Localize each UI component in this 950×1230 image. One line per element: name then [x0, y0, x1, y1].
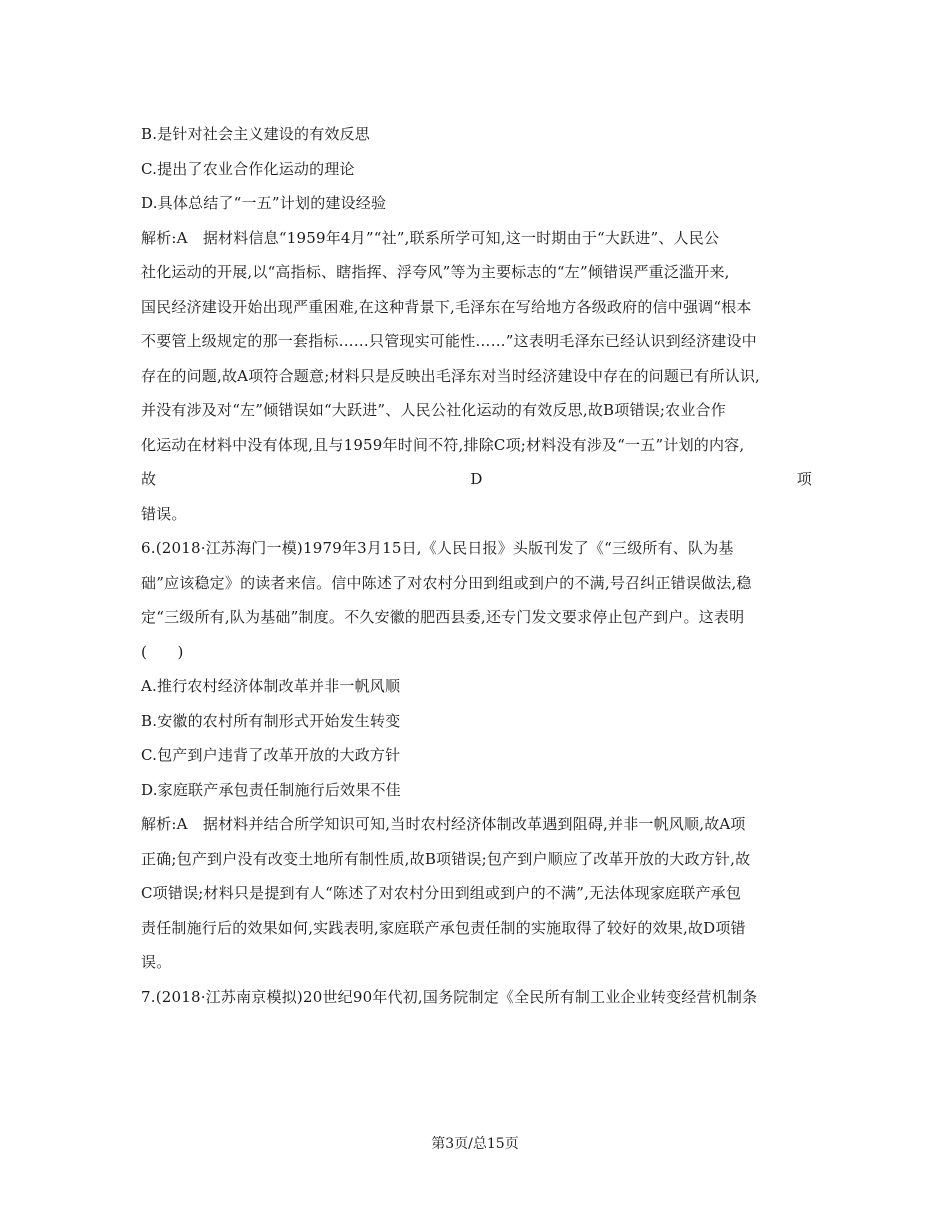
justified-word: 项 — [796, 470, 812, 488]
analysis-line: 解析:A 据材料信息“1959年4月”“社”,联系所学可知,这一时期由于“大跃进”、人民公 — [141, 228, 720, 247]
analysis-justified-line — [141, 462, 812, 497]
option-b: B.安徽的农村所有制形式开始发生转变 — [141, 711, 401, 730]
question-6-stem: 定“三级所有,队为基础”制度。不久安徽的肥西县委,还专门发文要求停止包产到户。这表明 — [141, 608, 745, 626]
justified-word: 故 — [141, 470, 157, 488]
page-number-footer: 第3页/总15页 — [431, 1136, 519, 1152]
analysis-line: 正确;包产到户没有改变土地所有制性质,故B项错误;包产到户顺应了改革开放的大政方针,故 — [141, 849, 751, 868]
analysis-line: 误。 — [141, 953, 172, 971]
question-6-stem: 础”应该稳定》的读者来信。信中陈述了对农村分田到组或到户的不满,号召纠正错误做法,稳 — [141, 573, 752, 592]
question-7-stem: 7.(2018·江苏南京模拟)20世纪90年代初,国务院制定《全民所有制工业企业转变经营机制条 — [141, 987, 758, 1006]
analysis-line: 社化运动的开展,以“高指标、瞎指挥、浮夸风”等为主要标志的“左”倾错误严重泛滥开来, — [141, 263, 730, 281]
option-d: D.具体总结了“一五”计划的建设经验 — [141, 194, 387, 212]
option-c: C.提出了农业合作化运动的理论 — [141, 159, 355, 178]
option-b: B.是针对社会主义建设的有效反思 — [141, 125, 370, 143]
question-6-stem: 6.(2018·江苏海门一模)1979年3月15日,《人民日报》头版刊发了《“三级所有、队为基 — [141, 539, 734, 557]
analysis-line: C项错误;材料只是提到有人“陈述了对农村分田到组或到户的不满”,无法体现家庭联产承包 — [141, 884, 742, 902]
analysis-line: 化运动在材料中没有体现,且与1959年时间不符,排除C项;材料没有涉及“一五”计划的内容, — [141, 435, 745, 454]
analysis-line: 解析:A 据材料并结合所学知识可知,当时农村经济体制改革遇到阻碍,并非一帆风顺,故A项 — [141, 815, 746, 833]
analysis-line: 责任制施行后的效果如何,实践表明,家庭联产承包责任制的实施取得了较好的效果,故D项错 — [141, 918, 746, 937]
analysis-line: 国民经济建设开始出现严重困难,在这种背景下,毛泽东在写给地方各级政府的信中强调“根本 — [141, 297, 752, 316]
analysis-line: 存在的问题,故A项符合题意;材料只是反映出毛泽东对当时经济建设中存在的问题已有所认识, — [141, 366, 761, 385]
justified-word: D — [470, 470, 483, 488]
analysis-line: 并没有涉及对“左”倾错误如“大跃进”、人民公社化运动的有效反思,故B项错误;农业合作 — [141, 401, 726, 419]
option-c: C.包产到户违背了改革开放的大政方针 — [141, 746, 401, 764]
analysis-line: 不要管上级规定的那一套指标……只管现实可能性……”这表明毛泽东已经认识到经济建设中 — [141, 332, 757, 350]
option-a: A.推行农村经济体制改革并非一帆风顺 — [141, 677, 401, 695]
document-body — [141, 117, 812, 1014]
answer-blank: ( ) — [141, 642, 184, 661]
option-d: D.家庭联产承包责任制施行后效果不佳 — [141, 780, 401, 799]
analysis-line: 错误。 — [141, 504, 187, 523]
